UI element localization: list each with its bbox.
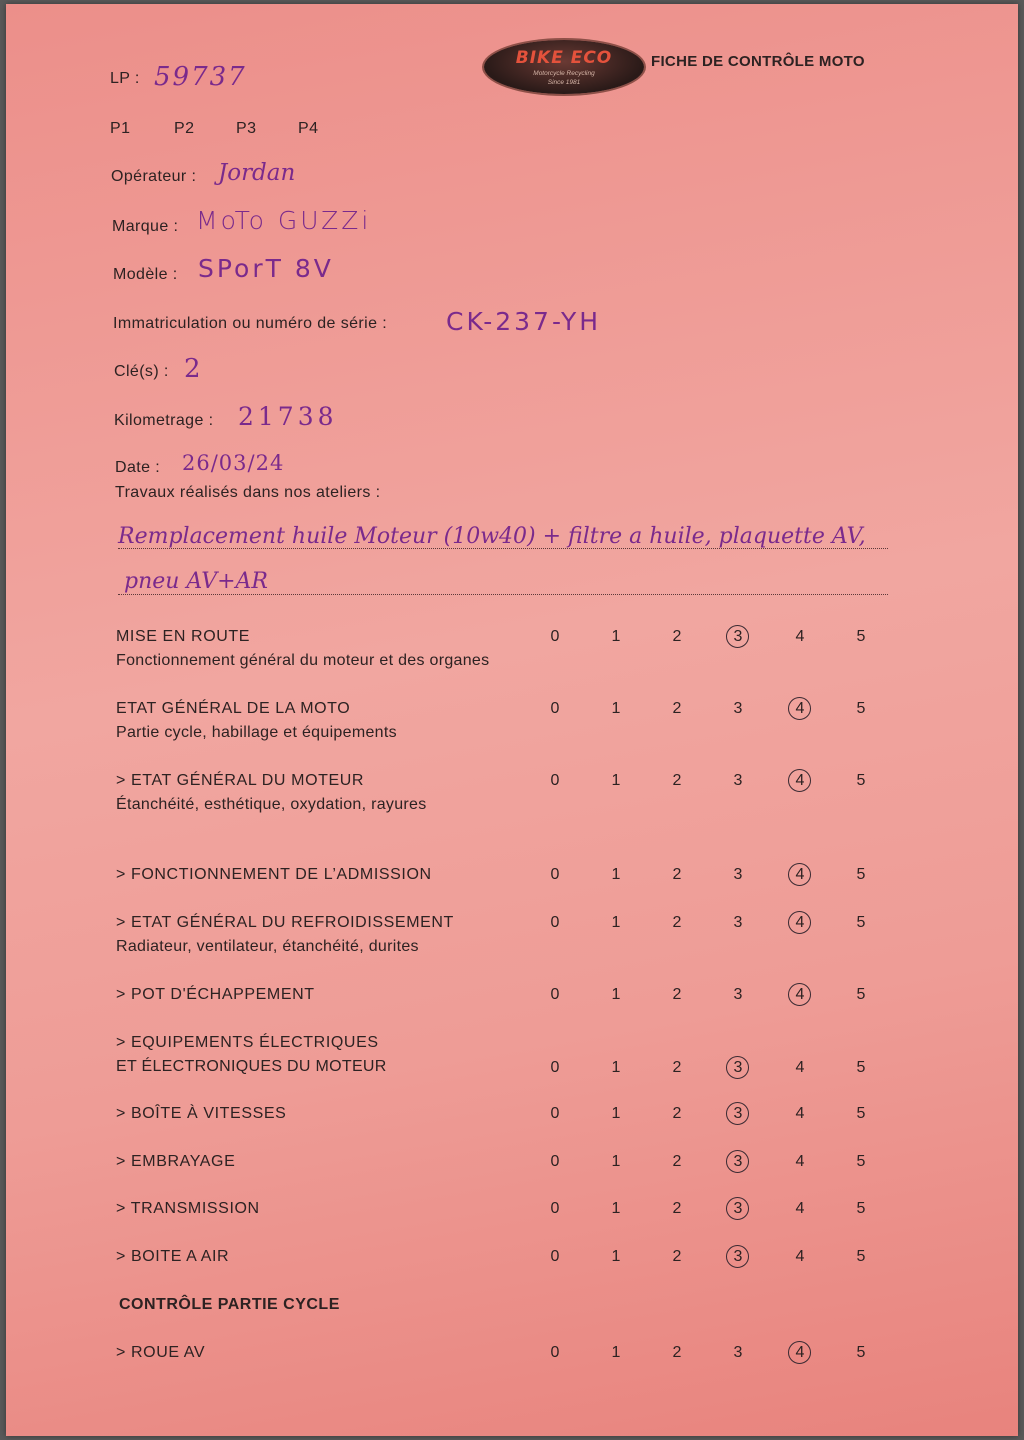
score-option-0[interactable]: 0 (550, 1059, 560, 1076)
check-title: > BOITE A AIR (116, 1248, 230, 1265)
score-option-1[interactable]: 1 (611, 1200, 621, 1217)
score-option-1[interactable]: 1 (611, 772, 621, 789)
score-option-3[interactable]: 3 (723, 1242, 753, 1272)
score-option-3[interactable]: 3 (723, 1147, 753, 1177)
score-option-0[interactable]: 0 (550, 1105, 560, 1122)
score-option-5[interactable]: 5 (856, 1248, 866, 1265)
score-option-5[interactable]: 5 (856, 914, 866, 931)
score-option-0[interactable]: 0 (550, 700, 560, 717)
check-title: > EMBRAYAGE (116, 1153, 236, 1170)
check-title: > POT D'ÉCHAPPEMENT (116, 986, 315, 1003)
score-option-2[interactable]: 2 (672, 1105, 682, 1122)
check-subtitle: Fonctionnement général du moteur et des organes (116, 652, 490, 669)
mileage-label: Kilometrage : (114, 412, 214, 429)
score-option-4[interactable]: 4 (795, 1105, 805, 1122)
score-option-5[interactable]: 5 (856, 866, 866, 883)
score-option-4[interactable]: 4 (785, 766, 815, 796)
work-line-1: Remplacement huile Moteur (10w40) + filtre a huile, plaquette AV, (118, 524, 866, 549)
check-subtitle: Radiateur, ventilateur, étanchéité, durites (116, 938, 419, 955)
work-dotted-line-1 (118, 548, 888, 549)
score-option-3[interactable]: 3 (733, 1344, 743, 1361)
score-option-2[interactable]: 2 (672, 866, 682, 883)
keys-value: 2 (184, 354, 201, 384)
score-option-5[interactable]: 5 (856, 1059, 866, 1076)
lp-label: LP : (110, 70, 140, 87)
work-line-2: pneu AV+AR (124, 569, 268, 594)
score-option-5[interactable]: 5 (856, 700, 866, 717)
check-subtitle: Étanchéité, esthétique, oxydation, rayures (116, 796, 427, 813)
score-option-4[interactable]: 4 (795, 1248, 805, 1265)
score-option-0[interactable]: 0 (550, 1200, 560, 1217)
score-option-1[interactable]: 1 (611, 628, 621, 645)
score-option-5[interactable]: 5 (856, 772, 866, 789)
score-option-1[interactable]: 1 (611, 1059, 621, 1076)
score-option-5[interactable]: 5 (856, 1200, 866, 1217)
score-option-1[interactable]: 1 (611, 914, 621, 931)
score-option-4[interactable]: 4 (795, 1153, 805, 1170)
registration-label: Immatriculation ou numéro de série : (113, 315, 388, 332)
check-title: > ROUE AV (116, 1344, 206, 1361)
score-option-1[interactable]: 1 (611, 986, 621, 1003)
score-option-4[interactable]: 4 (785, 1338, 815, 1368)
score-option-4[interactable]: 4 (795, 1059, 805, 1076)
form-title: FICHE DE CONTRÔLE MOTO (651, 53, 865, 70)
check-title: MISE EN ROUTE (116, 628, 251, 645)
check-title: ETAT GÉNÉRAL DE LA MOTO (116, 700, 351, 717)
score-option-3[interactable]: 3 (723, 1099, 753, 1129)
operator-label: Opérateur : (111, 168, 197, 185)
operator-value: Jordan (218, 160, 296, 186)
score-option-3[interactable]: 3 (723, 1053, 753, 1083)
cycle-section-title: CONTRÔLE PARTIE CYCLE (119, 1296, 340, 1313)
score-option-0[interactable]: 0 (550, 1344, 560, 1361)
score-option-0[interactable]: 0 (550, 1153, 560, 1170)
keys-label: Clé(s) : (114, 363, 169, 380)
score-option-3[interactable]: 3 (733, 914, 743, 931)
score-option-3[interactable]: 3 (733, 986, 743, 1003)
bike-eco-logo: BIKE ECO Motorcycle Recycling Since 1981 (484, 40, 644, 94)
score-option-2[interactable]: 2 (672, 986, 682, 1003)
score-option-5[interactable]: 5 (856, 1105, 866, 1122)
score-option-4[interactable]: 4 (785, 860, 815, 890)
score-option-0[interactable]: 0 (550, 772, 560, 789)
check-title: > BOÎTE À VITESSES (116, 1105, 287, 1122)
score-option-0[interactable]: 0 (550, 628, 560, 645)
score-option-4[interactable]: 4 (785, 694, 815, 724)
score-option-1[interactable]: 1 (611, 700, 621, 717)
mileage-value: 21738 (238, 402, 338, 431)
score-option-1[interactable]: 1 (611, 1105, 621, 1122)
score-option-5[interactable]: 5 (856, 1153, 866, 1170)
score-option-3[interactable]: 3 (733, 772, 743, 789)
score-option-0[interactable]: 0 (550, 986, 560, 1003)
model-value: SPorT 8V (198, 254, 334, 283)
score-option-5[interactable]: 5 (856, 986, 866, 1003)
check-title: > EQUIPEMENTS ÉLECTRIQUES (116, 1034, 379, 1051)
position-p3: P3 (236, 120, 257, 137)
check-title: > ETAT GÉNÉRAL DU MOTEUR (116, 772, 365, 789)
score-option-3[interactable]: 3 (733, 700, 743, 717)
score-option-5[interactable]: 5 (856, 628, 866, 645)
date-value: 26/03/24 (182, 451, 285, 475)
position-p4: P4 (298, 120, 319, 137)
score-option-0[interactable]: 0 (550, 914, 560, 931)
score-option-2[interactable]: 2 (672, 1248, 682, 1265)
score-option-2[interactable]: 2 (672, 914, 682, 931)
check-subtitle: Partie cycle, habillage et équipements (116, 724, 397, 741)
lp-value: 59737 (154, 62, 247, 92)
control-sheet (6, 4, 1018, 1436)
registration-value: CK-237-YH (446, 307, 602, 336)
score-option-1[interactable]: 1 (611, 1153, 621, 1170)
position-p2: P2 (174, 120, 195, 137)
score-option-2[interactable]: 2 (672, 1153, 682, 1170)
check-title: > ETAT GÉNÉRAL DU REFROIDISSEMENT (116, 914, 454, 931)
score-option-4[interactable]: 4 (795, 628, 805, 645)
score-option-0[interactable]: 0 (550, 866, 560, 883)
score-option-4[interactable]: 4 (785, 908, 815, 938)
brand-value: MoTo GUZZi (196, 206, 372, 235)
brand-label: Marque : (112, 218, 179, 235)
score-option-2[interactable]: 2 (672, 628, 682, 645)
work-dotted-line-2 (118, 594, 888, 595)
date-label: Date : (115, 459, 161, 476)
model-label: Modèle : (113, 266, 178, 283)
score-option-3[interactable]: 3 (723, 1194, 753, 1224)
score-option-4[interactable]: 4 (785, 980, 815, 1010)
check-title: > TRANSMISSION (116, 1200, 260, 1217)
score-option-3[interactable]: 3 (733, 866, 743, 883)
score-option-2[interactable]: 2 (672, 1344, 682, 1361)
score-option-2[interactable]: 2 (672, 772, 682, 789)
score-option-2[interactable]: 2 (672, 1200, 682, 1217)
score-option-2[interactable]: 2 (672, 700, 682, 717)
score-option-4[interactable]: 4 (795, 1200, 805, 1217)
score-option-1[interactable]: 1 (611, 866, 621, 883)
score-option-5[interactable]: 5 (856, 1344, 866, 1361)
position-p1: P1 (110, 120, 131, 137)
score-option-3[interactable]: 3 (723, 622, 753, 652)
score-option-1[interactable]: 1 (611, 1248, 621, 1265)
check-subtitle: ET ÉLECTRONIQUES DU MOTEUR (116, 1058, 387, 1075)
work-label: Travaux réalisés dans nos ateliers : (115, 484, 381, 501)
score-option-1[interactable]: 1 (611, 1344, 621, 1361)
score-option-2[interactable]: 2 (672, 1059, 682, 1076)
score-option-0[interactable]: 0 (550, 1248, 560, 1265)
check-title: > FONCTIONNEMENT DE L’ADMISSION (116, 866, 432, 883)
